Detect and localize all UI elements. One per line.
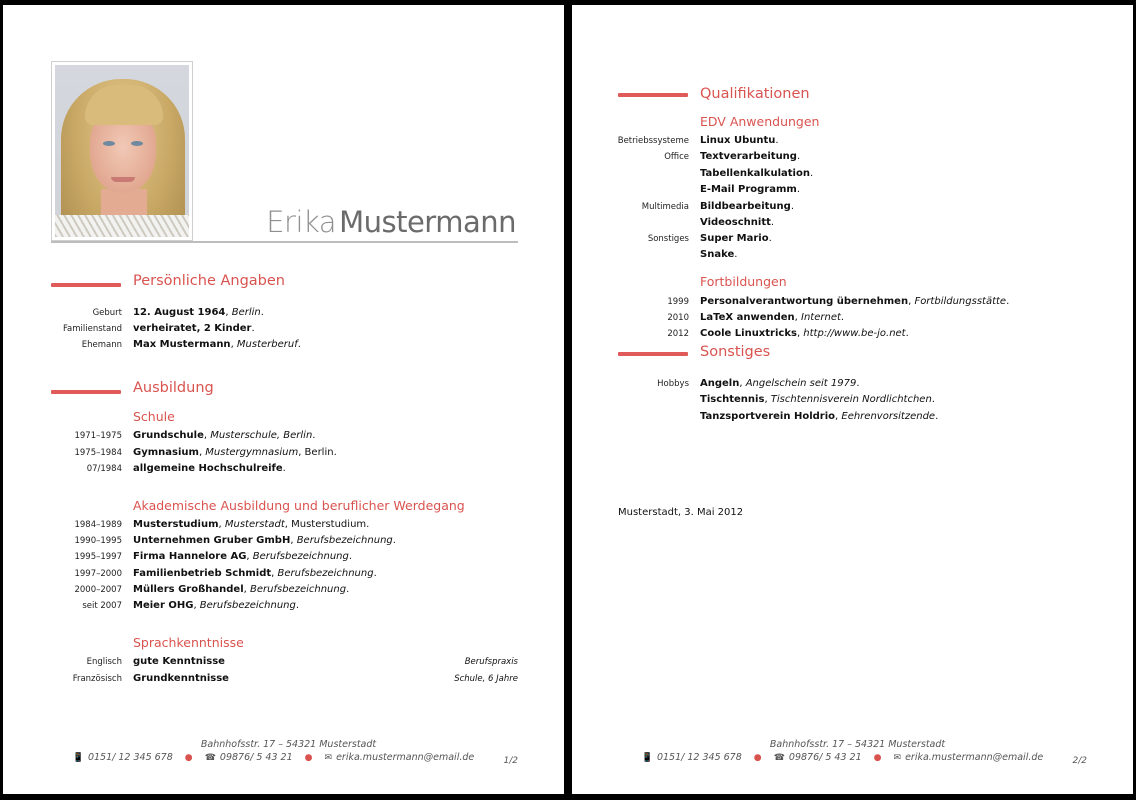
subsection-title-edv: EDV Anwendungen bbox=[700, 114, 820, 129]
entry-row bbox=[3, 654, 564, 670]
photo-image bbox=[55, 65, 189, 237]
footer-email[interactable]: erika.mustermann@email.de bbox=[905, 752, 1044, 763]
first-name: Erika bbox=[266, 205, 337, 239]
entry-value: Videoschnitt. bbox=[700, 217, 775, 228]
entry-value: Meier OHG, Berufsbezeichnung. bbox=[133, 600, 300, 611]
footer-mobile: 0151/ 12 345 678 bbox=[656, 752, 742, 763]
entry-value: Familienbetrieb Schmidt, Berufsbezeichnung. bbox=[133, 568, 377, 579]
section-bar bbox=[618, 352, 688, 356]
section-title-personal: Persönliche Angaben bbox=[133, 273, 285, 289]
mobile-phone-icon: 📱 bbox=[72, 753, 84, 763]
entry-label: Sonstiges bbox=[647, 234, 689, 244]
separator-dot: ● bbox=[753, 753, 762, 763]
cv-page-1 bbox=[3, 5, 564, 794]
entry-value: Bildbearbeitung. bbox=[700, 201, 794, 212]
telephone-icon: ☎ bbox=[204, 753, 216, 763]
entry-label: 1990–1995 bbox=[74, 536, 122, 546]
entry-label: Hobbys bbox=[657, 379, 689, 389]
entry-value: Musterstudium, Musterstadt, Musterstudium. bbox=[133, 519, 370, 530]
entry-label: 2010 bbox=[667, 313, 689, 323]
entry-label: Ehemann bbox=[81, 340, 122, 350]
entry-row bbox=[3, 533, 564, 549]
entry-row bbox=[572, 326, 1133, 342]
subsection-title-training: Fortbildungen bbox=[700, 274, 787, 289]
name-divider bbox=[51, 241, 518, 243]
entry-value: Gymnasium, Mustergymnasium, Berlin. bbox=[133, 447, 337, 458]
entry-row bbox=[3, 337, 564, 353]
portrait-photo bbox=[51, 61, 193, 241]
entry-label: Geburt bbox=[92, 308, 122, 318]
section-bar bbox=[618, 93, 688, 97]
entry-row bbox=[3, 582, 564, 598]
entry-label: Englisch bbox=[86, 657, 122, 667]
entry-value: Coole Linuxtricks, http://www.be-jo.net. bbox=[700, 328, 909, 339]
entry-value: Grundschule, Musterschule, Berlin. bbox=[133, 430, 316, 441]
entry-row bbox=[3, 461, 564, 477]
entry-row bbox=[3, 305, 564, 321]
entry-label: 1997–2000 bbox=[74, 569, 122, 579]
footer-email[interactable]: erika.mustermann@email.de bbox=[336, 752, 475, 763]
entry-value: Grundkenntnisse bbox=[133, 673, 229, 684]
separator-dot: ● bbox=[873, 753, 882, 763]
entry-label: Office bbox=[664, 152, 689, 162]
website-link[interactable]: http://www.be-jo.net bbox=[803, 328, 906, 339]
entry-value: verheiratet, 2 Kinder. bbox=[133, 323, 255, 334]
entry-label: seit 2007 bbox=[82, 601, 122, 611]
entry-value: gute Kenntnisse bbox=[133, 656, 225, 667]
entry-row bbox=[572, 231, 1133, 247]
entry-row bbox=[572, 149, 1133, 165]
entry-value: Müllers Großhandel, Berufsbezeichnung. bbox=[133, 584, 350, 595]
footer-mobile: 0151/ 12 345 678 bbox=[87, 752, 173, 763]
entry-value: Unternehmen Gruber GmbH, Berufsbezeichnung. bbox=[133, 535, 396, 546]
entry-row bbox=[3, 566, 564, 582]
footer-contact bbox=[572, 752, 1133, 763]
section-title-qualifications: Qualifikationen bbox=[700, 86, 810, 102]
entry-row bbox=[3, 428, 564, 444]
entry-row bbox=[572, 215, 1133, 231]
entry-row bbox=[3, 549, 564, 565]
section-bar bbox=[51, 283, 121, 287]
entry-row bbox=[572, 182, 1133, 198]
entry-value: Snake. bbox=[700, 249, 738, 260]
footer-contact bbox=[3, 752, 564, 763]
footer-address: Bahnhofsstr. 17 – 54321 Musterstadt bbox=[769, 739, 946, 750]
entry-note: Berufspraxis bbox=[464, 657, 518, 667]
person-name bbox=[266, 205, 516, 239]
entry-value: allgemeine Hochschulreife. bbox=[133, 463, 286, 474]
footer-phone: 09876/ 5 43 21 bbox=[219, 752, 293, 763]
mobile-phone-icon: 📱 bbox=[641, 753, 653, 763]
separator-dot: ● bbox=[304, 753, 313, 763]
entry-value: E-Mail Programm. bbox=[700, 184, 801, 195]
entry-label: 1999 bbox=[667, 297, 689, 307]
entry-value: Angeln, Angelschein seit 1979. bbox=[700, 378, 860, 389]
page-number: 2/2 bbox=[1072, 756, 1087, 766]
entry-row bbox=[572, 247, 1133, 263]
entry-label: 1995–1997 bbox=[74, 552, 122, 562]
entry-row bbox=[572, 294, 1133, 310]
entry-value: Personalverantwortung übernehmen, Fortbildungsstätte. bbox=[700, 296, 1010, 307]
footer-phone: 09876/ 5 43 21 bbox=[788, 752, 862, 763]
entry-row bbox=[3, 517, 564, 533]
subsection-title-school: Schule bbox=[133, 409, 175, 424]
entry-label: Familienstand bbox=[62, 324, 122, 334]
subsection-title-career: Akademische Ausbildung und beruflicher Werdegang bbox=[133, 498, 465, 513]
entry-row bbox=[572, 392, 1133, 408]
section-title-education: Ausbildung bbox=[133, 380, 214, 396]
entry-label: 2000–2007 bbox=[74, 585, 122, 595]
entry-row bbox=[3, 671, 564, 687]
entry-value: Tischtennis, Tischtennisverein Nordlichtchen. bbox=[700, 394, 935, 405]
entry-row bbox=[572, 376, 1133, 392]
entry-value: Tanzsportverein Holdrio, Eehrenvorsitzende. bbox=[700, 411, 939, 422]
entry-value: Max Mustermann, Musterberuf. bbox=[133, 339, 301, 350]
entry-value: Firma Hannelore AG, Berufsbezeichnung. bbox=[133, 551, 353, 562]
envelope-icon: ✉ bbox=[324, 753, 333, 763]
entry-row bbox=[572, 409, 1133, 425]
entry-label: 1971–1975 bbox=[74, 431, 122, 441]
entry-value: 12. August 1964, Berlin. bbox=[133, 307, 264, 318]
entry-label: 07/1984 bbox=[86, 464, 122, 474]
footer-address: Bahnhofsstr. 17 – 54321 Musterstadt bbox=[200, 739, 377, 750]
telephone-icon: ☎ bbox=[773, 753, 785, 763]
entry-label: 1984–1989 bbox=[74, 520, 122, 530]
entry-label: Multimedia bbox=[641, 202, 689, 212]
entry-label: Betriebssysteme bbox=[617, 136, 689, 146]
entry-label: Französisch bbox=[72, 674, 122, 684]
entry-row bbox=[572, 199, 1133, 215]
section-bar bbox=[51, 390, 121, 394]
entry-label: 1975–1984 bbox=[74, 448, 122, 458]
entry-row bbox=[3, 321, 564, 337]
page-number: 1/2 bbox=[503, 756, 518, 766]
entry-row bbox=[3, 598, 564, 614]
entry-label: 2012 bbox=[667, 329, 689, 339]
entry-row bbox=[572, 133, 1133, 149]
cv-page-2 bbox=[572, 5, 1133, 794]
entry-row bbox=[572, 310, 1133, 326]
separator-dot: ● bbox=[184, 753, 193, 763]
entry-row bbox=[572, 166, 1133, 182]
entry-value: LaTeX anwenden, Internet. bbox=[700, 312, 845, 323]
subsection-title-languages: Sprachkenntnisse bbox=[133, 635, 244, 650]
date-line: Musterstadt, 3. Mai 2012 bbox=[618, 507, 744, 518]
entry-row bbox=[3, 445, 564, 461]
entry-value: Super Mario. bbox=[700, 233, 772, 244]
entry-note: Schule, 6 Jahre bbox=[454, 674, 518, 684]
envelope-icon: ✉ bbox=[893, 753, 902, 763]
entry-value: Linux Ubuntu. bbox=[700, 135, 779, 146]
entry-value: Textverarbeitung. bbox=[700, 151, 801, 162]
entry-value: Tabellenkalkulation. bbox=[700, 168, 814, 179]
section-title-misc: Sonstiges bbox=[700, 344, 771, 360]
last-name: Mustermann bbox=[339, 205, 516, 239]
